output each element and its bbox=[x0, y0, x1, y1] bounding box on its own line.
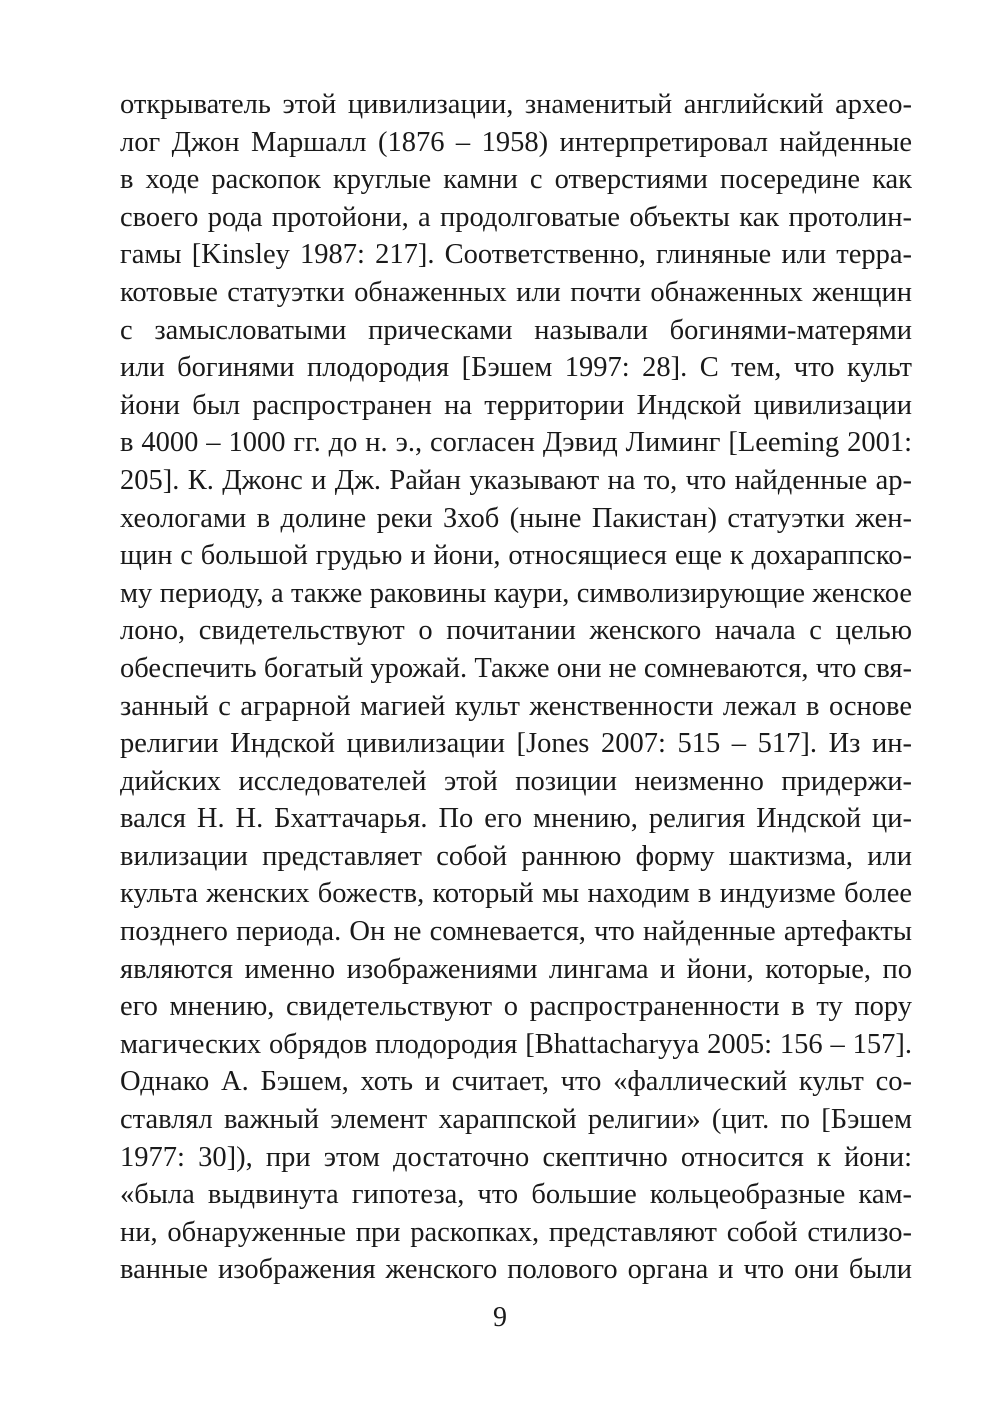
text-line: ни, обнаруженные при раскопках, представляют собой стилизо- bbox=[120, 1216, 912, 1248]
text-line: котовые статуэтки обнаженных или почти обнаженных женщин bbox=[120, 276, 912, 308]
text-line: «была выдвинута гипотеза, что большие кольцеобразные кам- bbox=[120, 1179, 912, 1211]
text-line: в 4000 – 1000 гг. до н. э., согласен Дэвид Лиминг [Leeming 2001: bbox=[120, 427, 912, 459]
text-line: открыватель этой цивилизации, знаменитый английский архео- bbox=[120, 89, 912, 120]
text-line: лоно, свидетельствуют о почитании женского начала с целью bbox=[120, 615, 912, 647]
text-line: или богинями плодородия [Бэшем 1997: 28]. С тем, что культ bbox=[120, 352, 912, 384]
text-line: занный с аграрной магией культ женственности лежал в основе bbox=[120, 690, 912, 722]
text-line: религии Индской цивилизации [Jones 2007: 515 – 517]. Из ин- bbox=[120, 728, 912, 760]
text-line: ванные изображения женского полового органа и что они были bbox=[120, 1254, 912, 1286]
text-line: 1977: 30]), при этом достаточно скептично относится к йони: bbox=[120, 1141, 912, 1173]
text-line: его мнению, свидетельствуют о распространенности в ту пору bbox=[120, 991, 912, 1023]
text-line: с замысловатыми прическами называли богинями-матерями bbox=[120, 314, 912, 346]
text-line: вался Н. Н. Бхаттачарья. По его мнению, религия Индской ци- bbox=[120, 803, 912, 835]
text-line: в ходе раскопок круглые камни с отверстиями посередине как bbox=[120, 164, 912, 196]
text-line: дийских исследователей этой позиции неизменно придержи- bbox=[120, 765, 912, 797]
text-line: гамы [Kinsley 1987: 217]. Соответственно, глиняные или терра- bbox=[120, 239, 912, 271]
text-line: являются именно изображениями лингама и йони, которые, по bbox=[120, 953, 912, 985]
text-line: йони был распространен на территории Индской цивилизации bbox=[120, 389, 912, 421]
text-line: магических обрядов плодородия [Bhattacharyya 2005: 156 – 157]. bbox=[120, 1028, 912, 1060]
text-line: вилизации представляет собой раннюю форму шактизма, или bbox=[120, 840, 912, 872]
text-line: щин с большой грудью и йони, относящиеся еще к дохараппско- bbox=[120, 540, 912, 572]
text-line: хеологами в долине реки Зхоб (ныне Пакистан) статуэтки жен- bbox=[120, 502, 912, 534]
text-line: 205]. К. Джонс и Дж. Райан указывают на то, что найденные ар- bbox=[120, 464, 912, 496]
text-line: Однако А. Бэшем, хоть и считает, что «фаллический культ со- bbox=[120, 1066, 912, 1098]
text-line: позднего периода. Он не сомневается, что найденные артефакты bbox=[120, 916, 912, 948]
text-line: ставлял важный элемент хараппской религии» (цит. по [Бэшем bbox=[120, 1104, 912, 1136]
text-line: лог Джон Маршалл (1876 – 1958) интерпретировал найденные bbox=[120, 126, 912, 158]
text-line: му периоду, а также раковины каури, символизирующие женское bbox=[120, 577, 912, 609]
text-line: своего рода протойони, а продолговатые объекты как протолин- bbox=[120, 201, 912, 233]
text-line: обеспечить богатый урожай. Также они не сомневаются, что свя- bbox=[120, 652, 912, 684]
page-body bbox=[120, 86, 912, 1289]
text-line: культа женских божеств, который мы находим в индуизме более bbox=[120, 878, 912, 910]
page-number: 9 bbox=[493, 1302, 507, 1333]
